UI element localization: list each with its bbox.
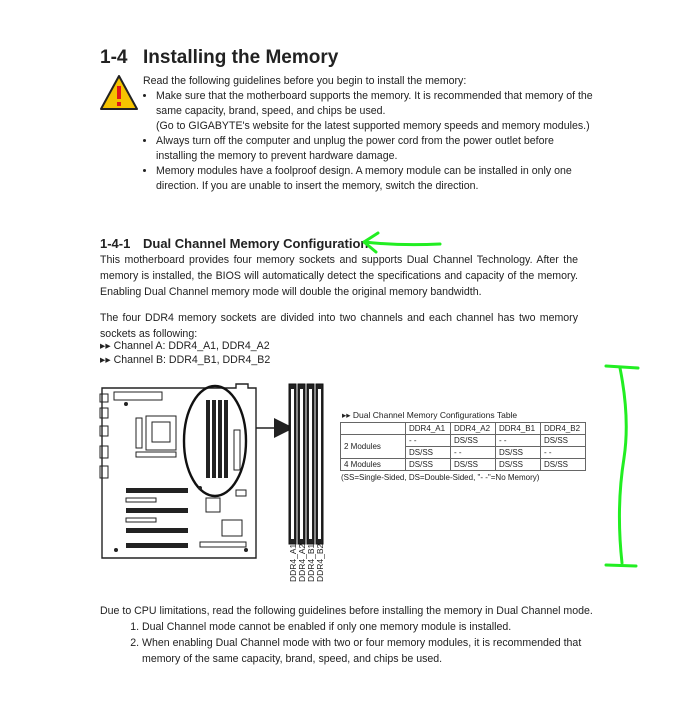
table-cell: DS/SS — [496, 459, 541, 471]
paragraph-sockets: The four DDR4 memory sockets are divided into two channels and each channel has two memory sockets as following: — [100, 312, 578, 340]
table-cell: DS/SS — [451, 459, 496, 471]
table-row — [341, 423, 586, 435]
section-title: Installing the Memory — [143, 47, 339, 68]
table-cell: - - — [541, 447, 586, 459]
table-header: DDR4_B1 — [496, 423, 541, 435]
limitation-item: 1. Dual Channel mode cannot be enabled if only one memory module is installed. — [142, 619, 602, 635]
section-intro: Read the following guidelines before you begin to install the memory: — [143, 75, 467, 87]
slot-label-a2: DDR4_A2 — [297, 543, 307, 582]
table-cell: DS/SS — [406, 459, 451, 471]
table-header: DDR4_A2 — [451, 423, 496, 435]
table-header: DDR4_B2 — [541, 423, 586, 435]
dimm-slots-large — [288, 383, 328, 545]
table-row — [341, 435, 586, 447]
warning-icon — [99, 74, 139, 112]
table-cell: - - — [496, 435, 541, 447]
paragraph-dual-channel: This motherboard provides four memory sockets and supports Dual Channel Technology. After the memory is installed, the BIOS will automatically detect the specifications and capacity of the memory. Enabling Dual Channel memory mode will double the original memory bandwidth. — [100, 254, 578, 298]
guideline-item: • Make sure that the motherboard supports the memory. It is recommended that memory of the same capacity, brand, speed, and chips be used. — [156, 89, 596, 119]
table-cell: DS/SS — [496, 447, 541, 459]
guideline-item: • Memory modules have a foolproof design. A memory module can be installed in only one direction. If you are unable to insert the memory, switch the direction. — [156, 164, 596, 194]
table-cell: DS/SS — [406, 447, 451, 459]
table-cell: - - — [451, 447, 496, 459]
guideline-item: • Always turn off the computer and unplug the power cord from the power outlet before installing the memory to prevent hardware damage. — [156, 134, 596, 164]
table-cell: 4 Modules — [341, 459, 406, 471]
table-header: DDR4_A1 — [406, 423, 451, 435]
table-cell: DS/SS — [541, 435, 586, 447]
subsection-title: Dual Channel Memory Configuration — [143, 236, 369, 251]
table-cell — [341, 423, 406, 435]
slot-label-b1: DDR4_B1 — [306, 543, 316, 582]
channel-a-text: ▸▸ Channel A: DDR4_A1, DDR4_A2 — [100, 340, 270, 352]
limitations-intro: Due to CPU limitations, read the following guidelines before installing the memory in Dual Channel mode. — [100, 605, 593, 617]
slot-label-a1: DDR4_A1 — [288, 543, 298, 582]
table-cell: 2 Modules — [341, 435, 406, 459]
table-cell: DS/SS — [541, 459, 586, 471]
slot-label-b2: DDR4_B2 — [315, 543, 325, 582]
table-note: (SS=Single-Sided, DS=Double-Sided, "- -"=No Memory) — [341, 473, 540, 482]
annotation-bracket-icon — [600, 358, 645, 573]
section-number: 1-4 — [100, 47, 128, 68]
channel-b-text: ▸▸ Channel B: DDR4_B1, DDR4_B2 — [100, 354, 271, 366]
limitation-item: 2. When enabling Dual Channel mode with two or four memory modules, it is recommended that memory of the same capacity, brand, speed, and chips be used. — [142, 635, 602, 667]
table-row — [341, 459, 586, 471]
table-cell: - - — [406, 435, 451, 447]
table-title: ▸▸ Dual Channel Memory Configurations Table — [342, 410, 518, 420]
table-cell: DS/SS — [451, 435, 496, 447]
memory-config-table — [340, 422, 586, 471]
limitations-list — [120, 619, 602, 667]
guideline-item: (Go to GIGABYTE's website for the latest supported memory speeds and memory modules.) — [156, 120, 590, 132]
guidelines-list — [143, 89, 596, 194]
subsection-number: 1-4-1 — [100, 236, 131, 251]
